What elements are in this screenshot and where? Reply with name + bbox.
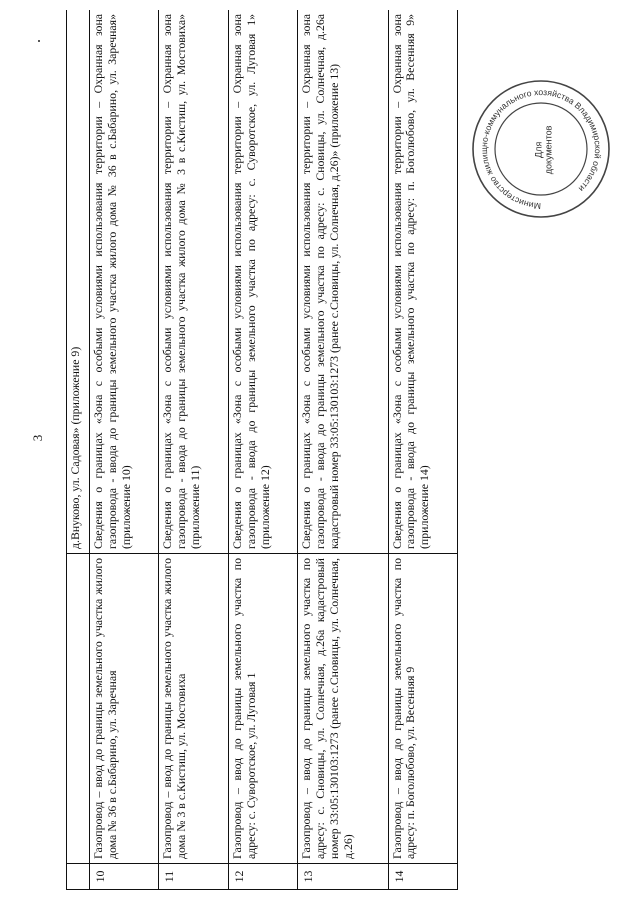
speck [38,40,40,42]
stamp-ring-text: Министерство жилищно-коммунального хозяйства Владимирской области [478,86,604,212]
object-cell: Газопровод – ввод до границы земельного участка жилого дома № 36 в с.Бабарино, ул. Заречная [90,554,159,864]
table-wrapper [66,10,458,890]
stamp-center-line1: Для [533,141,544,159]
stamp-center-line2: документов [543,125,554,175]
row-number [67,864,90,890]
zones-table [66,10,458,890]
object-cell: Газопровод – ввод до границы земельного участка по адресу: с. Сновицы, ул. Солнечная, д.26а кадастровый номер 33:05:130103:1273 (ранее с.Сновицы, ул. Солнечная, д.26) [298,554,388,864]
info-cell: Сведения о границах «Зона с особыми условиями использования территории – Охранная зона газопровода - ввода до границы земельного участка жилого дома № 36 в с.Бабарино, ул. Заречная» (приложение 10) [90,10,159,554]
table-row [298,10,388,890]
table-row [159,10,228,890]
object-cell: Газопровод – ввод до границы земельного участка жилого дома № 3 в с.Кистиш, ул. Мостовиха [159,554,228,864]
object-cell: Газопровод – ввод до границы земельного участка по адресу: п. Боголюбово, ул. Весенняя 9 [388,554,458,864]
row-number: 10 [90,864,159,890]
info-cell: Сведения о границах «Зона с особыми условиями использования территории – Охранная зона газопровода - ввода до границы земельного участка жилого дома № 3 в с.Кистиш, ул. Мостовиха» (приложение 11) [159,10,228,554]
info-cell: Сведения о границах «Зона с особыми условиями использования территории – Охранная зона газопровода - ввода до границы земельного участка по адресу: п. Боголюбово, ул. Весенняя 9» (приложение 14) [388,10,458,554]
table-row [90,10,159,890]
row-number: 12 [228,864,297,890]
object-cell: Газопровод – ввод до границы земельного участка по адресу: с. Суворотское, ул. Луговая 1 [228,554,297,864]
info-cell: Сведения о границах «Зона с особыми условиями использования территории – Охранная зона газопровода - ввода до границы земельного участка по адресу: с. Сновицы, ул. Солнечная, д.26а кадастровый номер 33:05:130103:1273 (ранее с.Сновицы, ул. Солнечная, д.26)» (приложение 13) [298,10,388,554]
table-row [388,10,458,890]
row-number: 11 [159,864,228,890]
page-number: 3 [30,434,45,442]
row-number: 14 [388,864,458,890]
object-cell [67,554,90,864]
info-cell: Сведения о границах «Зона с особыми условиями использования территории – Охранная зона газопровода - ввода до границы земельного участка по адресу: с. Суворотское, ул. Луговая 1» (приложение 12) [228,10,297,554]
table-row [67,10,90,890]
rotated-page [66,10,458,890]
row-number: 13 [298,864,388,890]
info-cell: д.Внуково, ул. Садовая» (приложение 9) [67,10,90,554]
table-row [228,10,297,890]
stamp-center [534,120,554,180]
